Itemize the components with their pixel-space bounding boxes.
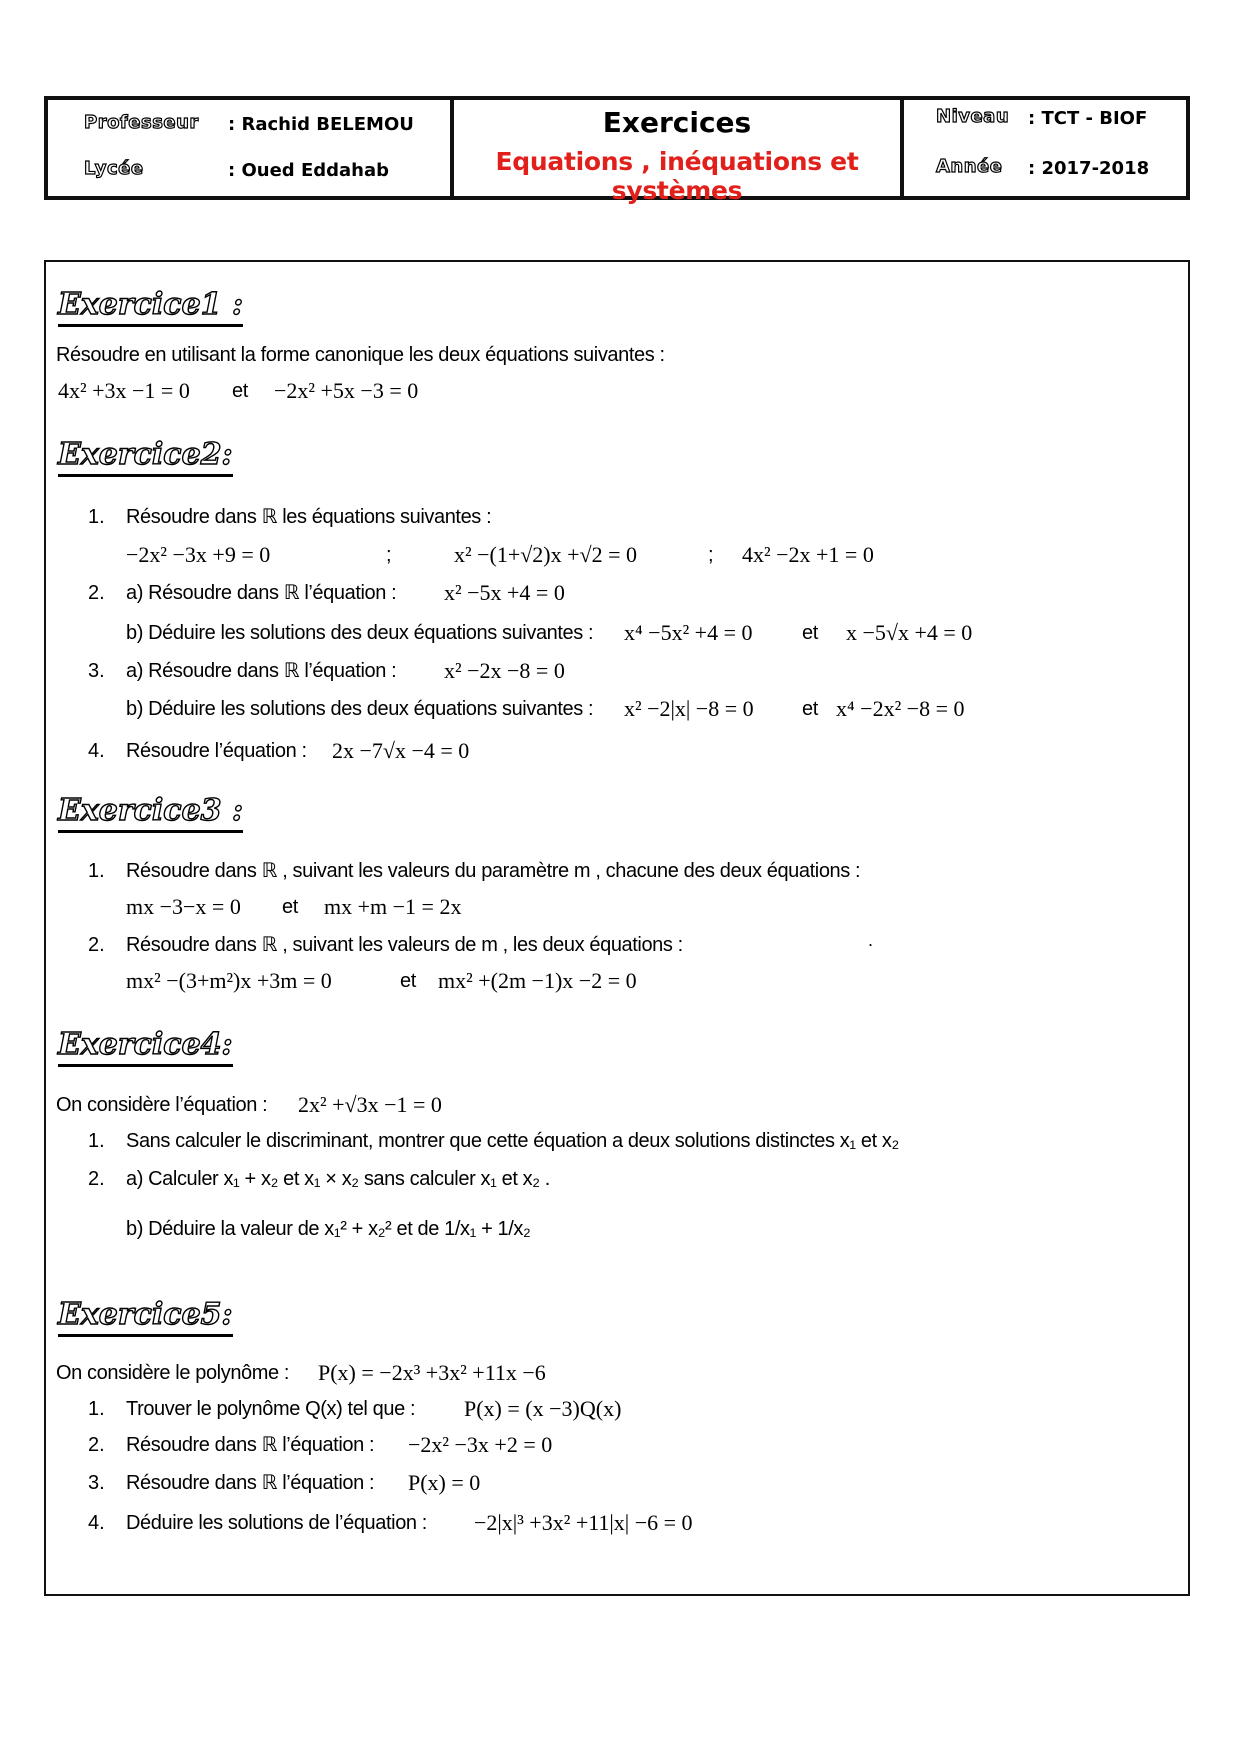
ex2-q3b-et: et: [802, 698, 818, 720]
ex5-num2: 2.: [88, 1434, 105, 1456]
ex4-q2b: b) Déduire la valeur de x₁² + x₂² et de 1/x₁ + 1/x₂: [126, 1218, 531, 1240]
ex5-title: Exercice5:: [58, 1298, 233, 1337]
ex3-q2-eq1: mx² −(3+m²)x +3m = 0: [126, 968, 332, 993]
lycee-value: : Oued Eddahab: [228, 160, 389, 181]
ex4-intro-eq: 2x² +√3x −1 = 0: [298, 1092, 442, 1117]
ex3-q1-eq2: mx +m −1 = 2x: [324, 894, 462, 919]
ex5-num1: 1.: [88, 1398, 105, 1420]
ex5-q1-eq: P(x) = (x −3)Q(x): [464, 1396, 622, 1421]
ex3-q2-eq2: mx² +(2m −1)x −2 = 0: [438, 968, 637, 993]
ex2-q1-eq1: −2x² −3x +9 = 0: [126, 542, 271, 567]
ex2-q1-eq3: 4x² −2x +1 = 0: [742, 542, 874, 567]
ex2-q2b-eq2: x −5√x +4 = 0: [846, 620, 973, 645]
ex2-q1-eq2: x² −(1+√2)x +√2 = 0: [454, 542, 638, 567]
ex2-q2b: b) Déduire les solutions des deux équations suivantes :: [126, 622, 594, 644]
prof-value: : Rachid BELEMOU: [228, 114, 414, 135]
ex5-intro-eq: P(x) = −2x³ +3x² +11x −6: [318, 1360, 546, 1385]
annee-label: Année: [936, 156, 1003, 177]
header-level-cell: [904, 100, 1186, 196]
ex5-intro: On considère le polynôme :: [56, 1362, 290, 1384]
ex1-intro: Résoudre en utilisant la forme canonique les deux équations suivantes :: [56, 344, 665, 366]
ex2-q3b-eq1: x² −2|x| −8 = 0: [624, 696, 754, 721]
niveau-value: : TCT - BIOF: [1028, 108, 1148, 129]
ex3-num1: 1.: [88, 860, 105, 882]
header-title-cell: [454, 100, 904, 205]
ex1-title: Exercice1 :: [58, 288, 243, 327]
ex3-q2: Résoudre dans ℝ , suivant les valeurs de m , les deux équations :: [126, 934, 683, 956]
lycee-label: Lycée: [84, 158, 144, 179]
doc-title: Exercices: [602, 106, 752, 139]
ex4-intro: On considère l’équation :: [56, 1094, 268, 1116]
stray-dot: .: [868, 930, 874, 950]
ex2-q3a-eq: x² −2x −8 = 0: [444, 658, 565, 683]
ex3-title: Exercice3 :: [58, 794, 243, 833]
ex3-q1-eq1: mx −3−x = 0: [126, 894, 241, 919]
ex2-title: Exercice2:: [58, 438, 233, 477]
ex2-q2a-eq: x² −5x +4 = 0: [444, 580, 565, 605]
ex2-num2: 2.: [88, 582, 105, 604]
ex2-q2a: a) Résoudre dans ℝ l’équation :: [126, 582, 397, 604]
exercises-box: [44, 260, 1190, 1596]
ex4-q1: Sans calculer le discriminant, montrer que cette équation a deux solutions distinctes x₁ et x₂: [126, 1130, 899, 1152]
ex2-q1-sep2: ;: [708, 544, 714, 566]
ex1-eq2: −2x² +5x −3 = 0: [274, 378, 419, 403]
ex3-q1: Résoudre dans ℝ , suivant les valeurs du paramètre m , chacune des deux équations :: [126, 860, 861, 882]
ex5-num4: 4.: [88, 1512, 105, 1534]
header-table: [44, 96, 1190, 205]
ex3-q2-et: et: [400, 970, 416, 992]
ex1-et: et: [232, 380, 248, 402]
ex2-q1-sep1: ;: [386, 544, 392, 566]
ex2-num1: 1.: [88, 506, 105, 528]
ex3-num2: 2.: [88, 934, 105, 956]
ex5-q4-eq: −2|x|³ +3x² +11|x| −6 = 0: [474, 1510, 693, 1535]
ex4-num1: 1.: [88, 1130, 105, 1152]
ex5-q3-eq: P(x) = 0: [408, 1470, 481, 1495]
ex2-q3b-eq2: x⁴ −2x² −8 = 0: [836, 696, 965, 721]
doc-subtitle: Equations , inéquations et systèmes: [495, 147, 859, 205]
ex4-q2a: a) Calculer x₁ + x₂ et x₁ × x₂ sans calculer x₁ et x₂ .: [126, 1168, 550, 1190]
ex5-num3: 3.: [88, 1472, 105, 1494]
ex5-q2: Résoudre dans ℝ l’équation :: [126, 1434, 375, 1456]
ex5-q3: Résoudre dans ℝ l’équation :: [126, 1472, 375, 1494]
ex5-q2-eq: −2x² −3x +2 = 0: [408, 1432, 553, 1457]
ex5-q1: Trouver le polynôme Q(x) tel que :: [126, 1398, 416, 1420]
ex5-q4: Déduire les solutions de l’équation :: [126, 1512, 427, 1534]
niveau-label: Niveau: [936, 106, 1010, 127]
ex2-q4-eq: 2x −7√x −4 = 0: [332, 738, 470, 763]
ex4-num2: 2.: [88, 1168, 105, 1190]
ex2-q3b: b) Déduire les solutions des deux équations suivantes :: [126, 698, 594, 720]
ex2-q2b-et: et: [802, 622, 818, 644]
ex2-num3: 3.: [88, 660, 105, 682]
ex2-q3a: a) Résoudre dans ℝ l’équation :: [126, 660, 397, 682]
ex2-q2b-eq1: x⁴ −5x² +4 = 0: [624, 620, 753, 645]
prof-label: Professeur: [84, 112, 199, 133]
annee-value: : 2017-2018: [1028, 158, 1150, 179]
ex1-eq1: 4x² +3x −1 = 0: [58, 378, 190, 403]
ex2-num4: 4.: [88, 740, 105, 762]
ex2-q1: Résoudre dans ℝ les équations suivantes :: [126, 506, 492, 528]
ex2-q4: Résoudre l’équation :: [126, 740, 307, 762]
ex3-q1-et: et: [282, 896, 298, 918]
header-teacher-cell: [48, 100, 454, 196]
ex4-title: Exercice4:: [58, 1028, 233, 1067]
